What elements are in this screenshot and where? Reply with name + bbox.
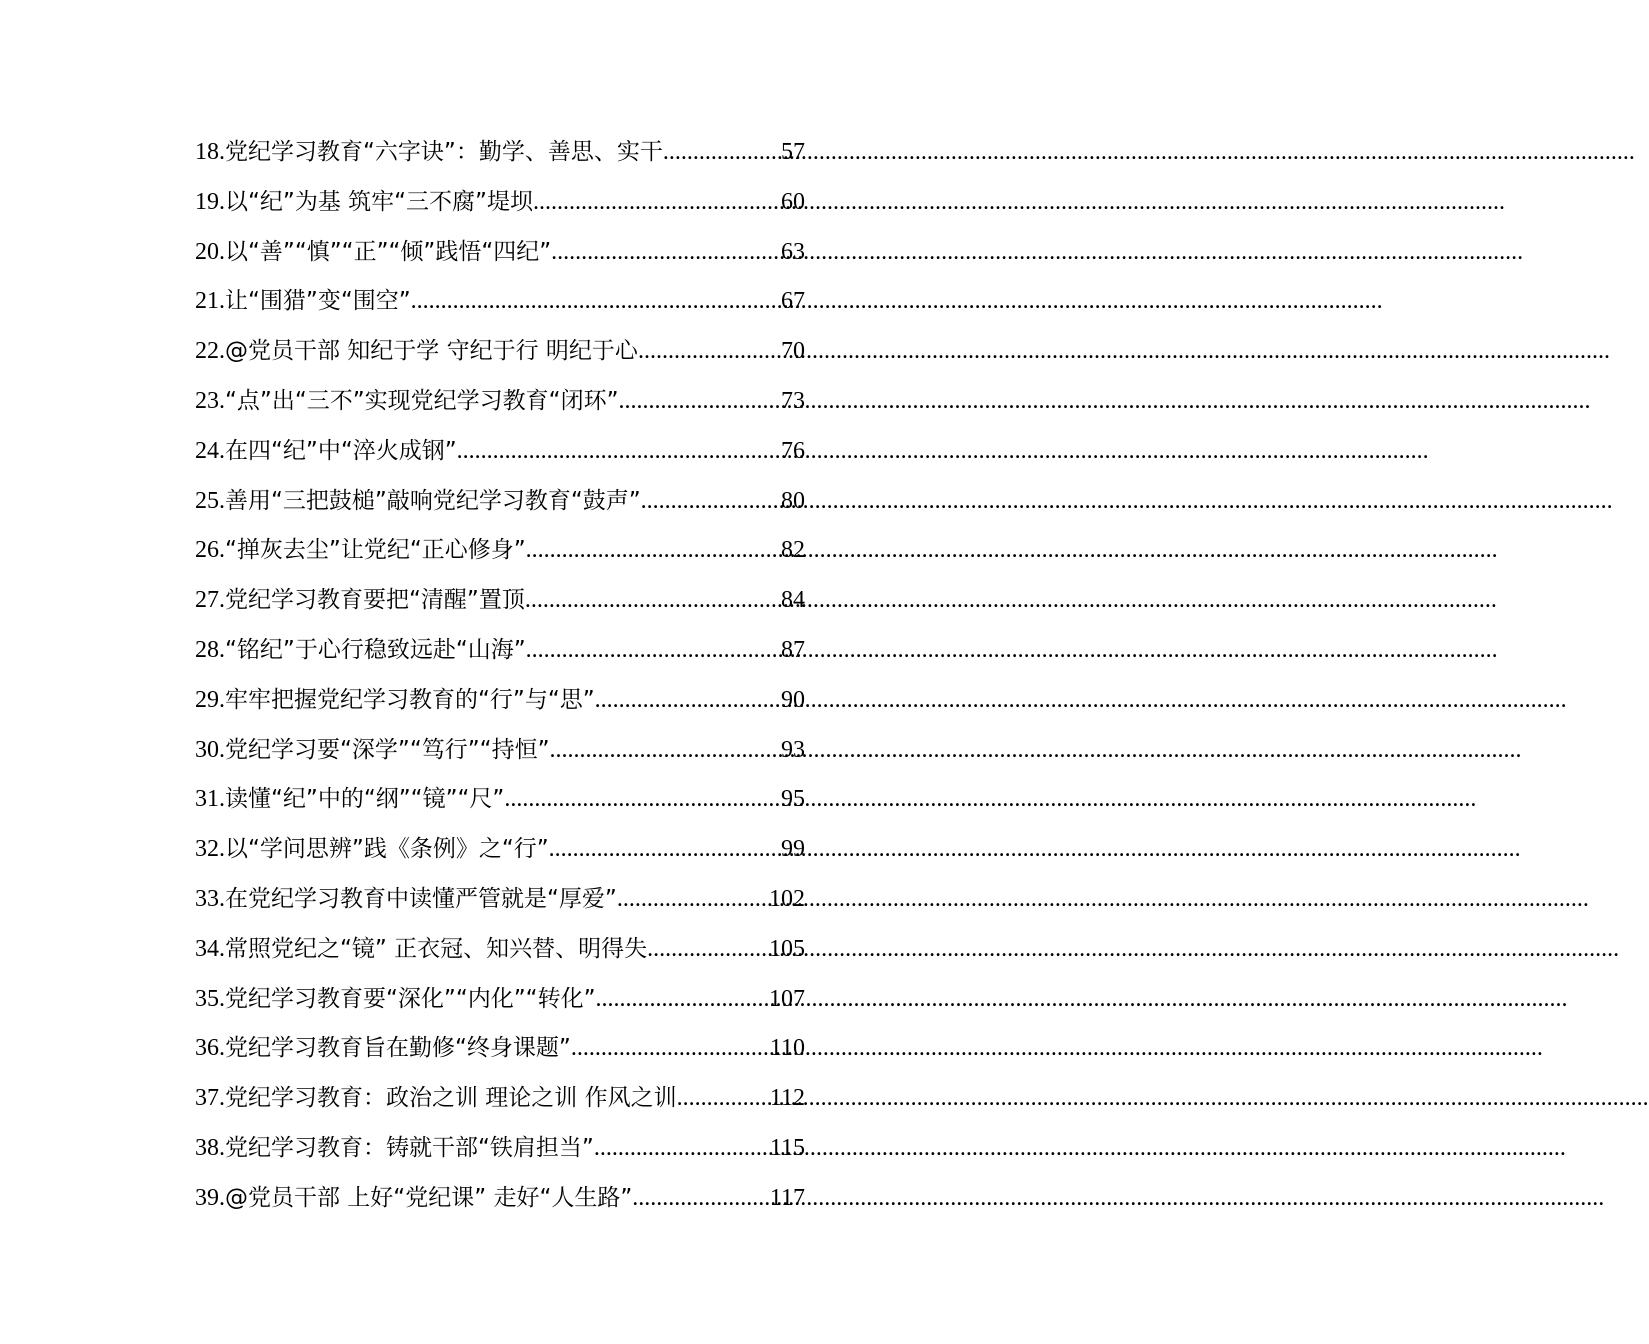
toc-entry-title: @党员干部 上好“党纪课” 走好“人生路” <box>225 1184 633 1211</box>
toc-entry-page: 99 <box>781 836 805 863</box>
toc-entry[interactable] <box>195 875 805 925</box>
toc-entry-page: 107 <box>769 985 805 1012</box>
toc-entry-title: 在四“纪”中“淬火成钢” <box>225 437 457 464</box>
toc-entry-number: 19. <box>195 188 225 215</box>
toc-dot-leader <box>638 327 781 377</box>
toc-entry-number: 35. <box>195 985 225 1012</box>
toc-entry-number: 22. <box>195 338 225 365</box>
toc-entry[interactable] <box>195 228 805 278</box>
toc-entry[interactable] <box>195 1124 805 1174</box>
toc-entry-title: 读懂“纪”中的“纲”“镜”“尺” <box>225 786 505 813</box>
toc-entry[interactable] <box>195 427 805 477</box>
toc-dot-leader <box>647 925 769 975</box>
toc-dot-leader <box>504 775 781 825</box>
toc-entry-title: 在党纪学习教育中读懂严管就是“厚爱” <box>225 885 617 912</box>
toc-dot-leader <box>551 228 781 278</box>
toc-entry[interactable] <box>195 1174 805 1224</box>
toc-entry-page: 57 <box>781 139 805 165</box>
toc-entry-page: 95 <box>781 786 805 813</box>
toc-dot-leader <box>594 1124 770 1174</box>
toc-entry-title: 以“纪”为基 筑牢“三不腐”堤坝 <box>225 188 533 215</box>
toc-dot-leader <box>617 875 769 925</box>
toc-entry[interactable] <box>195 526 805 576</box>
toc-dot-leader <box>677 1074 770 1124</box>
toc-entry-page: 93 <box>781 736 805 763</box>
toc-entry-number: 27. <box>195 587 225 614</box>
toc-entry-page: 87 <box>781 636 805 663</box>
toc-dot-leader <box>550 726 782 776</box>
toc-entry-title: 党纪学习教育旨在勤修“终身课题” <box>225 1035 571 1062</box>
toc-entry-title: 党纪学习教育要“深化”“内化”“转化” <box>225 985 596 1012</box>
toc-entry-number: 29. <box>195 686 225 713</box>
toc-entry-number: 30. <box>195 736 225 763</box>
toc-entry-title: 党纪学习教育：政治之训 理论之训 作风之训 <box>225 1085 677 1112</box>
toc-entry-page: 80 <box>781 487 805 514</box>
table-of-contents <box>195 128 805 1224</box>
toc-entry-page: 60 <box>781 188 805 215</box>
toc-entry-page: 70 <box>781 338 805 365</box>
toc-entry[interactable] <box>195 825 805 875</box>
toc-entry[interactable] <box>195 975 805 1025</box>
toc-entry-page: 82 <box>781 537 805 564</box>
toc-dot-leader <box>411 277 781 327</box>
toc-entry-title: 党纪学习教育要把“清醒”置顶 <box>225 587 525 614</box>
toc-entry-number: 26. <box>195 537 225 564</box>
toc-entry-title: @党员干部 知纪于学 守纪于行 明纪于心 <box>225 338 638 365</box>
toc-entry-page: 73 <box>781 387 805 414</box>
toc-entry-title: 以“学问思辨”践《条例》之“行” <box>225 836 549 863</box>
toc-dot-leader <box>526 526 781 576</box>
toc-entry-title: 以“善”“慎”“正”“倾”践悟“四纪” <box>225 238 552 265</box>
toc-dot-leader <box>525 576 781 626</box>
toc-entry-number: 39. <box>195 1184 225 1211</box>
toc-entry[interactable] <box>195 128 805 178</box>
toc-entry-title: “掸灰去尘”让党纪“正心修身” <box>225 537 526 564</box>
toc-entry-number: 24. <box>195 437 225 464</box>
toc-dot-leader <box>619 377 782 427</box>
toc-dot-leader <box>526 626 781 676</box>
toc-entry-number: 31. <box>195 786 225 813</box>
toc-entry-page: 67 <box>781 288 805 315</box>
toc-dot-leader <box>533 178 781 228</box>
toc-entry-number: 34. <box>195 935 225 962</box>
toc-entry-title: 善用“三把鼓槌”敲响党纪学习教育“鼓声” <box>225 487 641 514</box>
toc-entry-number: 20. <box>195 238 225 265</box>
toc-dot-leader <box>641 477 781 527</box>
toc-entry[interactable] <box>195 726 805 776</box>
toc-dot-leader <box>632 1174 770 1224</box>
toc-dot-leader <box>571 1024 770 1074</box>
toc-entry-title: “点”出“三不”实现党纪学习教育“闭环” <box>225 387 619 414</box>
toc-entry-number: 33. <box>195 885 225 912</box>
toc-entry[interactable] <box>195 925 805 975</box>
toc-entry-title: 牢牢把握党纪学习教育的“行”与“思” <box>225 686 595 713</box>
toc-entry-number: 32. <box>195 836 225 863</box>
toc-entry-title: 党纪学习要“深学”“笃行”“持恒” <box>225 736 550 763</box>
toc-entry-title: 党纪学习教育“六字诀”：勤学、善思、实干 <box>225 139 663 165</box>
toc-entry-number: 18. <box>195 139 225 165</box>
toc-entry[interactable] <box>195 626 805 676</box>
toc-entry-number: 37. <box>195 1085 225 1112</box>
toc-entry-title: “铭纪”于心行稳致远赴“山海” <box>225 636 526 663</box>
toc-entry-title: 让“围猎”变“围空” <box>225 288 411 315</box>
toc-entry-number: 38. <box>195 1134 225 1161</box>
toc-entry[interactable] <box>195 277 805 327</box>
toc-dot-leader <box>549 825 781 875</box>
toc-entry[interactable] <box>195 178 805 228</box>
toc-entry-page: 117 <box>769 1184 805 1211</box>
toc-entry-page: 76 <box>781 437 805 464</box>
toc-dot-leader <box>663 128 781 178</box>
toc-entry-page: 102 <box>769 885 805 912</box>
toc-entry-page: 90 <box>781 686 805 713</box>
toc-entry-page: 63 <box>781 238 805 265</box>
toc-entry[interactable] <box>195 1074 805 1124</box>
toc-entry-page: 115 <box>769 1134 805 1161</box>
toc-entry[interactable] <box>195 775 805 825</box>
toc-entry[interactable] <box>195 477 805 527</box>
toc-entry-number: 21. <box>195 288 225 315</box>
toc-entry-page: 105 <box>769 935 805 962</box>
toc-entry-page: 112 <box>769 1085 805 1112</box>
toc-entry-number: 23. <box>195 387 225 414</box>
toc-entry[interactable] <box>195 1024 805 1074</box>
toc-entry-number: 36. <box>195 1035 225 1062</box>
toc-entry-title: 党纪学习教育：铸就干部“铁肩担当” <box>225 1134 594 1161</box>
toc-entry-page: 110 <box>769 1035 805 1062</box>
toc-entry-title: 常照党纪之“镜” 正衣冠、知兴替、明得失 <box>225 935 648 962</box>
toc-entry-number: 25. <box>195 487 225 514</box>
toc-dot-leader <box>457 427 781 477</box>
toc-dot-leader <box>596 975 770 1025</box>
toc-entry[interactable] <box>195 327 805 377</box>
toc-entry[interactable] <box>195 676 805 726</box>
toc-entry[interactable] <box>195 576 805 626</box>
toc-entry[interactable] <box>195 377 805 427</box>
toc-dot-leader <box>595 676 781 726</box>
toc-entry-page: 84 <box>781 587 805 614</box>
toc-entry-number: 28. <box>195 636 225 663</box>
